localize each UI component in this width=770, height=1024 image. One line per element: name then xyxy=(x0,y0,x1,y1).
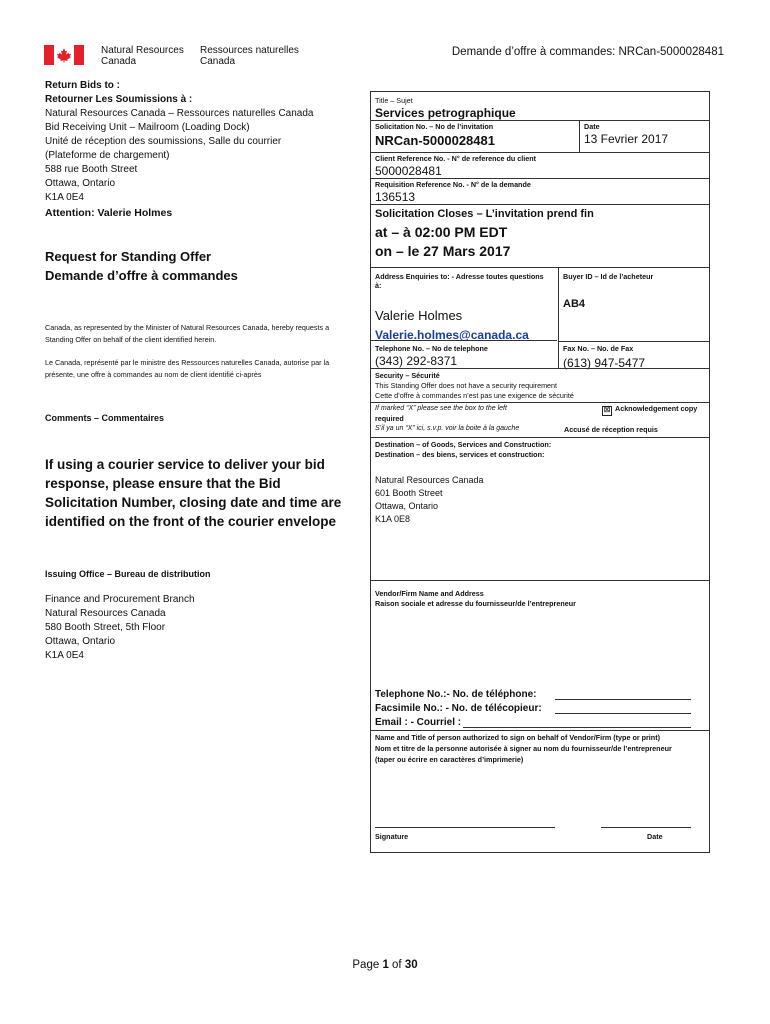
solicitation-label: Solicitation No. – No de l’invitation xyxy=(375,122,494,131)
return-bids-heading-fr: Retourner Les Soumissions à : xyxy=(45,94,193,105)
closes-time: at – à 02:00 PM EDT xyxy=(375,224,508,240)
telephone-label: Telephone No. – No de telephone xyxy=(375,344,488,353)
request-paragraph-en: Canada, as represented by the Minister of Natural Resources Canada, hereby requests a Standing Offer on behalf of the client identified herein. xyxy=(45,323,330,344)
return-bids-block xyxy=(45,79,365,220)
vendor-telephone-label: Telephone No.:- No. de téléphone: xyxy=(375,689,537,700)
marked-note-en: If marked “X” please see the box to the left xyxy=(375,405,507,412)
buyer-label: Buyer ID – Id de l’acheteur xyxy=(563,272,654,281)
attention-line: Attention: Valerie Holmes xyxy=(45,207,173,219)
document-reference: Demande d’offre à commandes: NRCan-5000028481 xyxy=(451,46,724,58)
closes-date: on – le 27 Mars 2017 xyxy=(375,243,511,259)
security-label: Security – Sécurité xyxy=(375,371,440,380)
courier-notice: If using a courier service to deliver your bid response, please ensure that the Bid Solicitation Number, closing date and time are identified on the front of the courier envelope xyxy=(45,457,342,529)
acknowledgement-checkbox[interactable]: ☒ xyxy=(603,407,611,414)
authorized-person-label-fr: Nom et titre de la personne autorisée à signer au nom du fournisseur/de l’entrepreneur xyxy=(375,744,672,753)
title-label: Title – Sujet xyxy=(375,96,413,105)
date-label: Date xyxy=(584,122,600,131)
buyer-value: AB4 xyxy=(563,298,586,310)
signature-line[interactable] xyxy=(375,827,555,828)
security-fr: Cette d’offre à commandes n’est pas une exigence de sécurité xyxy=(375,391,574,400)
return-address-line: 588 rue Booth Street xyxy=(45,164,138,175)
return-address-line: Unité de réception des soumissions, Salle du courrier xyxy=(45,136,282,147)
enquiries-label: Address Enquiries to: - Adresse toutes questions à: xyxy=(375,272,544,290)
security-en: This Standing Offer does not have a security requirement xyxy=(375,381,558,390)
return-address-line: Ottawa, Ontario xyxy=(45,178,116,189)
return-bids-heading-en: Return Bids to : xyxy=(45,80,120,91)
acknowledgement-fr: Accusé de réception requis xyxy=(564,425,658,434)
fax-value: (613) 947-5477 xyxy=(563,356,646,370)
fax-label: Fax No. – No. de Fax xyxy=(563,344,634,353)
contact-email-link[interactable]: Valerie.holmes@canada.ca xyxy=(375,328,529,342)
closes-label: Solicitation Closes – L’invitation prend fin xyxy=(375,208,594,220)
title-value: Services petrographique xyxy=(375,106,516,120)
signature-label: Signature xyxy=(375,832,409,841)
vendor-fax-label: Facsimile No.: - No. de télécopieur: xyxy=(375,703,542,714)
return-address-line: Natural Resources Canada – Ressources naturelles Canada xyxy=(45,108,314,119)
authorized-person-label-fr2: (taper ou écrire en caractères d’imprimerie) xyxy=(375,755,524,764)
telephone-value: (343) 292-8371 xyxy=(375,354,458,368)
dept-name-en: Natural Resources Canada xyxy=(101,45,184,67)
comments-heading: Comments – Commentaires xyxy=(45,413,165,423)
vendor-fax-line[interactable] xyxy=(555,713,691,714)
vendor-telephone-line[interactable] xyxy=(555,699,691,700)
date-value: 13 Fevrier 2017 xyxy=(584,132,669,146)
signature-date-label: Date xyxy=(647,832,663,841)
vendor-label-en: Vendor/Firm Name and Address xyxy=(375,589,484,598)
client-ref-label: Client Reference No. - N° de reference du client xyxy=(375,154,537,163)
contact-name: Valerie Holmes xyxy=(375,308,463,323)
requisition-label: Requisition Reference No. - N° de la demande xyxy=(375,180,531,189)
request-paragraph-fr: Le Canada, représenté par le ministre des Ressources naturelles Canada, autorise par la présente, une offre à commandes au nom de client identifié ci-après xyxy=(45,358,330,379)
required-label: required xyxy=(375,414,404,423)
solicitation-form-box xyxy=(370,91,710,853)
destination-label-fr: Destination – des biens, services et construction: xyxy=(375,450,545,459)
page-number: Page 1 of 30 xyxy=(352,959,418,971)
marked-note-fr: S’il ya un “X” ici, s.v.p. voir la boite à la gauche xyxy=(375,425,520,432)
authorized-person-label-en: Name and Title of person authorized to sign on behalf of Vendor/Firm (type or print) xyxy=(375,733,660,742)
issuing-office-heading: Issuing Office – Bureau de distribution xyxy=(45,569,211,579)
issuing-office-address: Finance and Procurement Branch Natural Resources Canada 580 Booth Street, 5th Floor Ottawa, Ontario K1A 0E4 xyxy=(45,594,195,661)
client-ref-value: 5000028481 xyxy=(375,164,442,178)
requisition-value: 136513 xyxy=(375,190,416,204)
return-address-line: K1A 0E4 xyxy=(45,192,84,203)
destination-label-en: Destination – of Goods, Services and Construction: xyxy=(375,440,552,449)
destination-address: Natural Resources Canada 601 Booth Street Ottawa, Ontario K1A 0E8 xyxy=(375,475,484,524)
signature-date-line[interactable] xyxy=(601,827,691,828)
vendor-email-line[interactable] xyxy=(463,727,691,728)
return-address-line: (Plateforme de chargement) xyxy=(45,150,170,161)
canada-flag-icon xyxy=(44,45,84,65)
vendor-label-fr: Raison sociale et adresse du fournisseur/de l’entrepreneur xyxy=(375,599,576,608)
acknowledgement-en: ☒ Acknowledgement copy xyxy=(603,404,698,414)
return-address-line: Bid Receiving Unit – Mailroom (Loading Dock) xyxy=(45,122,250,133)
request-title: Request for Standing Offer Demande d’offre à commandes xyxy=(45,249,238,283)
solicitation-value: NRCan-5000028481 xyxy=(375,133,495,148)
dept-name-fr: Ressources naturelles Canada xyxy=(200,45,299,67)
vendor-email-label: Email : - Courriel : xyxy=(375,717,462,728)
